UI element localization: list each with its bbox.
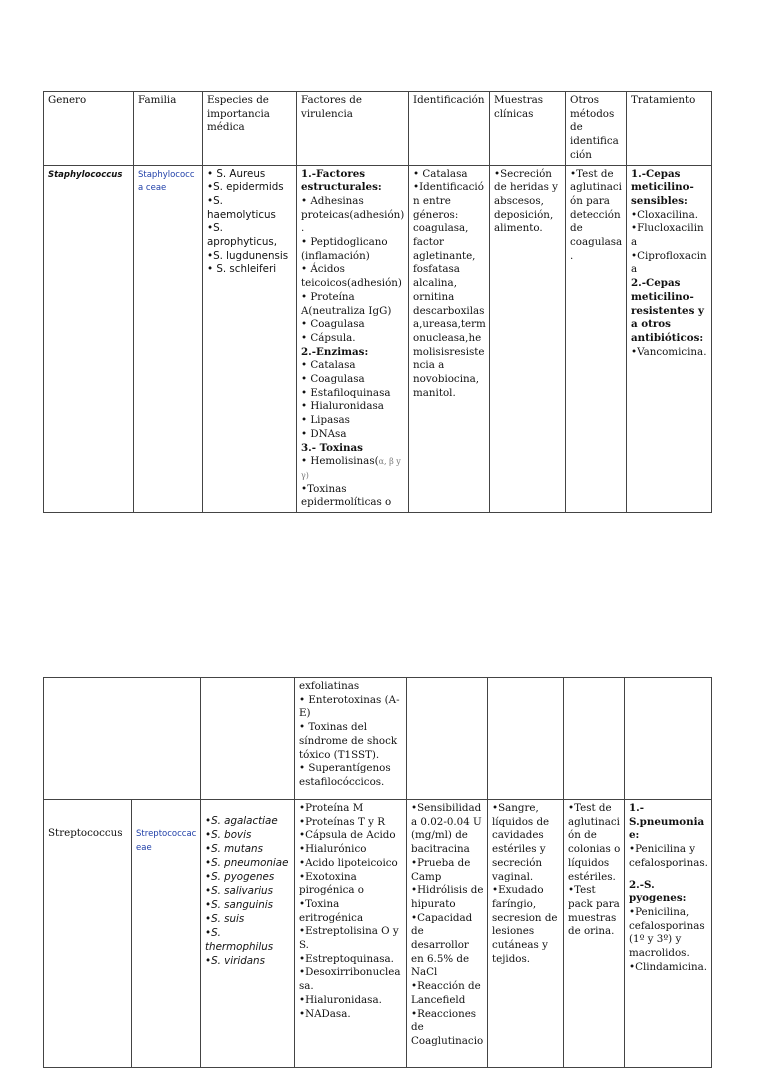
list-item: •Exudado faríngio, secresion de lesiones cutáneas y tejidos. [492,884,558,965]
cell-familia [134,165,203,513]
list-item: • Ácidos teicoicos(adhesión) [301,263,402,290]
list-item: •Penicilina y cefalosporinas. [629,843,708,869]
hemolisinas-label: • Hemolisinas( [301,455,379,468]
cell-especies [203,165,297,513]
cell-genero [44,800,132,1067]
table-page-2 [43,677,712,1068]
cell-factores [295,678,407,800]
list-item: • Peptidoglicano (inflamación) [301,236,388,262]
list-item: •Test de aglutinación de colonias o líquidos estériles. [568,802,621,883]
list-item: •S. lugdunensis [207,249,289,262]
list-item: • Lipasas [301,414,350,427]
list-item: •Ciprofloxacina [631,249,707,276]
list-item: • Adhesinas proteicas(adhesión). [301,194,405,235]
list-item: •S. salivarius [205,885,273,897]
list-item: •Hialurónico [299,843,367,856]
list-item: •S. pneumoniae [205,857,289,869]
header-especies: Especies de importancia médica [203,92,297,166]
list-item: • Enterotoxinas (A-E) [299,693,400,720]
list-item: •Hialuronidasa. [299,993,382,1006]
section-heading: 1.-Cepas meticilino-sensibles: [631,167,694,207]
list-item: •Vancomicina. [631,345,707,358]
header-otros: Otros métodos de identifica ción [566,92,627,166]
list-item [301,455,405,482]
list-item: • S. schleiferi [207,263,277,276]
list-item: • Catalasa [301,359,356,372]
list-item: exfoliatinas [299,680,360,692]
table-page-1 [43,91,712,513]
list-item: •Prueba de Camp [411,856,471,883]
section-heading: 2.-S. pyogenes: [629,878,687,905]
list-item: •Acido lipoteicoico [299,856,398,869]
cell-familia [132,800,200,1067]
section-heading: 3.- Toxinas [301,441,363,454]
list-item: •S. bovis [205,829,252,841]
list-item: •Reacción de Lancefield [411,980,481,1006]
list-item: •Reacciones de Coaglutinacio [411,1007,484,1047]
cell-especies [201,800,295,1068]
list-item: •Estreptolisina O y S. [299,925,399,952]
header-genero: Genero [44,92,134,166]
cell-tratamiento [627,165,712,513]
list-item: •Identificación entre géneros: coagulasa, factor agletinante, fosfatasa alcalina, ornitina descarboxilasa,ureasa,termonucleasa,hemolisisresistencia a novobiocina, manitol. [413,181,486,399]
list-item: •S. sanguinis [205,899,274,911]
header-row [44,92,712,166]
list-item: • Estafiloquinasa [301,386,391,399]
list-item: •S. aprophyticus, [207,222,278,249]
cell-otros [564,800,625,1068]
genus-name: Staphylococcus [48,169,123,180]
cell-empty [625,678,712,800]
section-heading: 1.-Factores estructurales: [301,167,382,194]
cell-otros [566,165,627,513]
list-item: •S. epidermids [207,181,284,194]
list-item: •S. suis [205,913,245,925]
family-name: Staphylococca ceae [138,169,195,194]
cell-empty [488,678,564,800]
list-item: •Cápsula de Acido [299,829,396,842]
spacer [629,871,708,879]
list-item: •Sangre, líquidos de cavidades estériles y secreción vaginal. [492,802,550,883]
cell-muestras [488,800,564,1068]
family-name: Streptococcac eae [136,829,197,853]
header-tratamiento: Tratamiento [627,92,712,166]
list-item: •Toxina eritrogénica [299,897,364,924]
greek-letters: α, β y γ) [301,457,401,480]
list-item: •S. thermophilus [205,927,274,953]
list-item: •Sensibilidad a 0.02-0.04 U (mg/ml) de bacitracina [411,802,482,856]
header-muestras: Muestras clínicas [490,92,566,166]
list-item: •Proteína M [299,802,364,814]
list-item: • Proteína A(neutraliza IgG) [301,290,392,317]
cell-genero [44,165,134,513]
table-row-continuation [44,678,712,800]
cell-muestras [490,165,566,513]
list-item: •Hidrólisis de hipurato [411,884,484,910]
header-factores: Factores de virulencia [297,92,409,166]
list-item: •S. viridans [205,955,265,967]
list-item: •Flucloxacilina [631,222,704,249]
list-item: •S. mutans [205,843,263,855]
cell-identificacion [407,800,488,1068]
list-item: •Proteínas T y R [299,815,385,828]
list-item: • DNAsa [301,427,347,440]
cell-genero-familia [44,800,201,1068]
list-item: • Superantígenos estafilocóccicos. [299,762,391,788]
cell-empty [564,678,625,800]
list-item: • Hialuronidasa [301,400,384,413]
cell-empty [407,678,488,800]
list-item: •Desoxirribonucleasa. [299,966,401,993]
section-heading: 2.-Cepas meticilino-resistentes y a otros antibióticos: [631,277,704,344]
list-item: •Estreptoquinasa. [299,952,394,965]
cell-empty [44,678,201,800]
section-heading: 2.-Enzimas: [301,345,369,358]
cell-empty [201,678,295,800]
list-item: •S. pyogenes [205,871,275,883]
list-item: •Cloxacilina. [631,208,699,221]
list-item: • Toxinas del síndrome de shock tóxico (T1SST). [299,721,398,761]
cell-factores [295,800,407,1068]
list-item: •Test de aglutinación para detección de coagulasa. [570,167,623,262]
list-item: • S. Aureus [207,167,266,180]
cell-identificacion [409,165,490,513]
list-item: •Test pack para muestras de orina. [568,884,620,938]
list-item: •Penicilina, cefalosporinas (1º y 3º) y macrolidos. [629,905,705,960]
table-row-staphylococcus [44,165,712,513]
list-item: •Secreción de heridas y abscesos, deposición, alimento. [494,167,559,235]
list-item: •Exotoxina pirogénica o [299,870,364,897]
header-identificacion: Identificación [409,92,490,166]
list-item: •Capacidad de desarrollor en 6.5% de NaCl [411,911,473,979]
section-heading: 1.- S.pneumoniae: [629,802,705,842]
table-row-streptococcus [44,800,712,1068]
list-item: • Catalasa [413,167,468,180]
list-item: •NADasa. [299,1007,351,1020]
list-item: •Toxinas epidermolíticas o [301,482,392,509]
cell-factores [297,165,409,513]
list-item: • Coagulasa [301,318,365,331]
list-item: •Clindamicina. [629,960,708,973]
list-item: • Cápsula. [301,331,356,344]
list-item: •S. agalactiae [205,815,278,827]
genus-name: Streptococcus [48,827,123,839]
header-familia: Familia [134,92,203,166]
list-item: •S. haemolyticus [207,194,276,221]
list-item: • Coagulasa [301,373,365,386]
cell-tratamiento [625,800,712,1068]
